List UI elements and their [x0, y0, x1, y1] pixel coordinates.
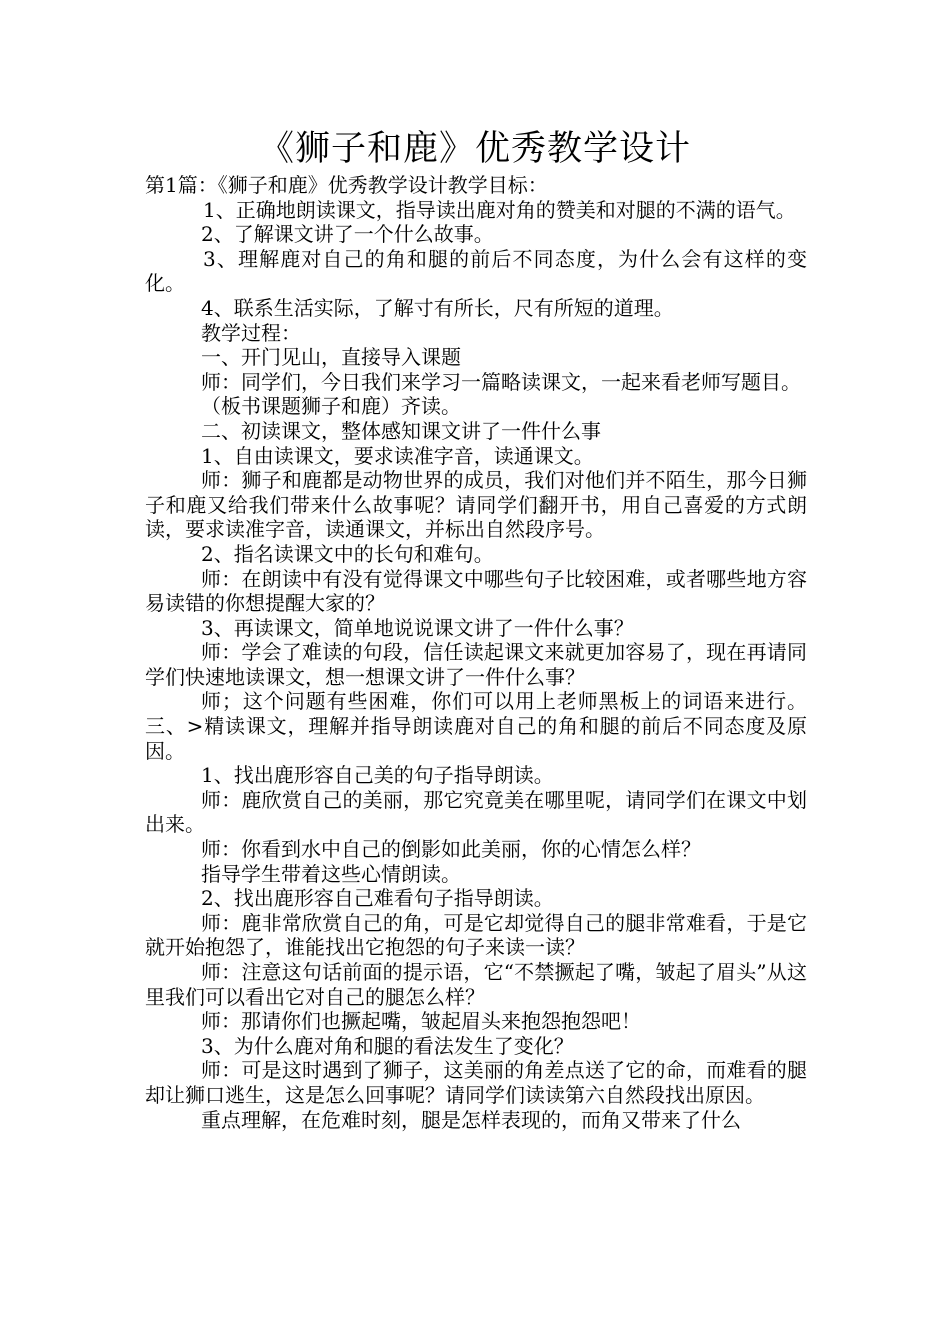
paragraph: 3、再读课文，简单地说说课文讲了一件什么事？ [201, 615, 634, 640]
paragraph: 1、找出鹿形容自己美的句子指导朗读。 [201, 763, 554, 788]
paragraph-goal-2: 2、了解课文讲了一个什么故事。 [201, 222, 494, 247]
paragraph: 师：狮子和鹿都是动物世界的成员，我们对他们并不陌生，那今日狮子和鹿又给我们带来什么故事呢？请同学们翻开书，用自己喜爱的方式朗读，要求读准字音，读通课文，并标出自然段序号。 [145, 468, 807, 542]
document-title: 《狮子和鹿》优秀教学设计 [258, 129, 691, 169]
paragraph: 师：你看到水中自己的倒影如此美丽，你的心情怎么样？ [201, 837, 701, 862]
paragraph-goal-4: 4、联系生活实际，了解寸有所长，尺有所短的道理。 [201, 295, 674, 320]
paragraph: 2、指名读课文中的长句和难句。 [201, 541, 494, 566]
paragraph: 师：可是这时遇到了狮子，这美丽的角差点送了它的命，而难看的腿却让狮口逃生，这是怎么回事呢？请同学们读读第六自然段找出原因。 [145, 1058, 807, 1107]
paragraph-section-1: 一、开门见山，直接导入课题 [201, 345, 461, 370]
paragraph: 师：注意这句话前面的提示语，它“不禁撅起了嘴，皱起了眉头”从这里我们可以看出它对自己的腿怎么样？ [145, 960, 807, 1009]
document-body [145, 173, 807, 1132]
paragraph-goal-1: 1、正确地朗读课文，指导读出鹿对角的赞美和对腿的不满的语气。 [203, 197, 796, 222]
paragraph: 3、为什么鹿对角和腿的看法发生了变化？ [201, 1033, 574, 1058]
paragraph-goal-3: 3、理解鹿对自己的角和腿的前后不同态度，为什么会有这样的变化。 [145, 246, 807, 296]
paragraph: 师：鹿非常欣赏自己的角，可是它却觉得自己的腿非常难看，于是它就开始抱怨了，谁能找出它抱怨的句子来读一读？ [145, 910, 807, 960]
paragraph: 师：那请你们也撅起嘴，皱起眉头来抱怨抱怨吧！ [201, 1009, 641, 1034]
paragraph: 师：同学们，今日我们来学习一篇略读课文，一起来看老师写题目。 [201, 369, 801, 394]
paragraph-section-2: 二、初读课文，整体感知课文讲了一件什么事 [201, 418, 601, 443]
paragraph: 1、自由读课文，要求读准字音，读通课文。 [201, 443, 594, 468]
paragraph-process-heading: 教学过程： [201, 320, 301, 345]
paragraph: 师：学会了难读的句段，信任读起课文来就更加容易了，现在再请同学们快速地读课文，想一想课文讲了一件什么事？ [145, 640, 807, 689]
paragraph: 师；这个问题有些困难，你们可以用上老师黑板上的词语来进行。三、>精读课文，理解并指导朗读鹿对自己的角和腿的前后不同态度及原因。 [145, 689, 807, 763]
paragraph: （板书课题狮子和鹿）齐读。 [201, 394, 461, 419]
paragraph: 重点理解，在危难时刻，腿是怎样表现的，而角又带来了什么 [201, 1107, 741, 1132]
paragraph: 师：在朗读中有没有觉得课文中哪些句子比较困难，或者哪些地方容易读错的你想提醒大家的？ [145, 566, 807, 616]
paragraph: 指导学生带着这些心情朗读。 [201, 861, 461, 886]
paragraph-intro: 第1篇：《狮子和鹿》优秀教学设计教学目标： [145, 173, 548, 197]
paragraph: 师：鹿欣赏自己的美丽，那它究竟美在哪里呢，请同学们在课文中划出来。 [145, 787, 807, 837]
paragraph: 2、找出鹿形容自己难看句子指导朗读。 [201, 886, 554, 911]
